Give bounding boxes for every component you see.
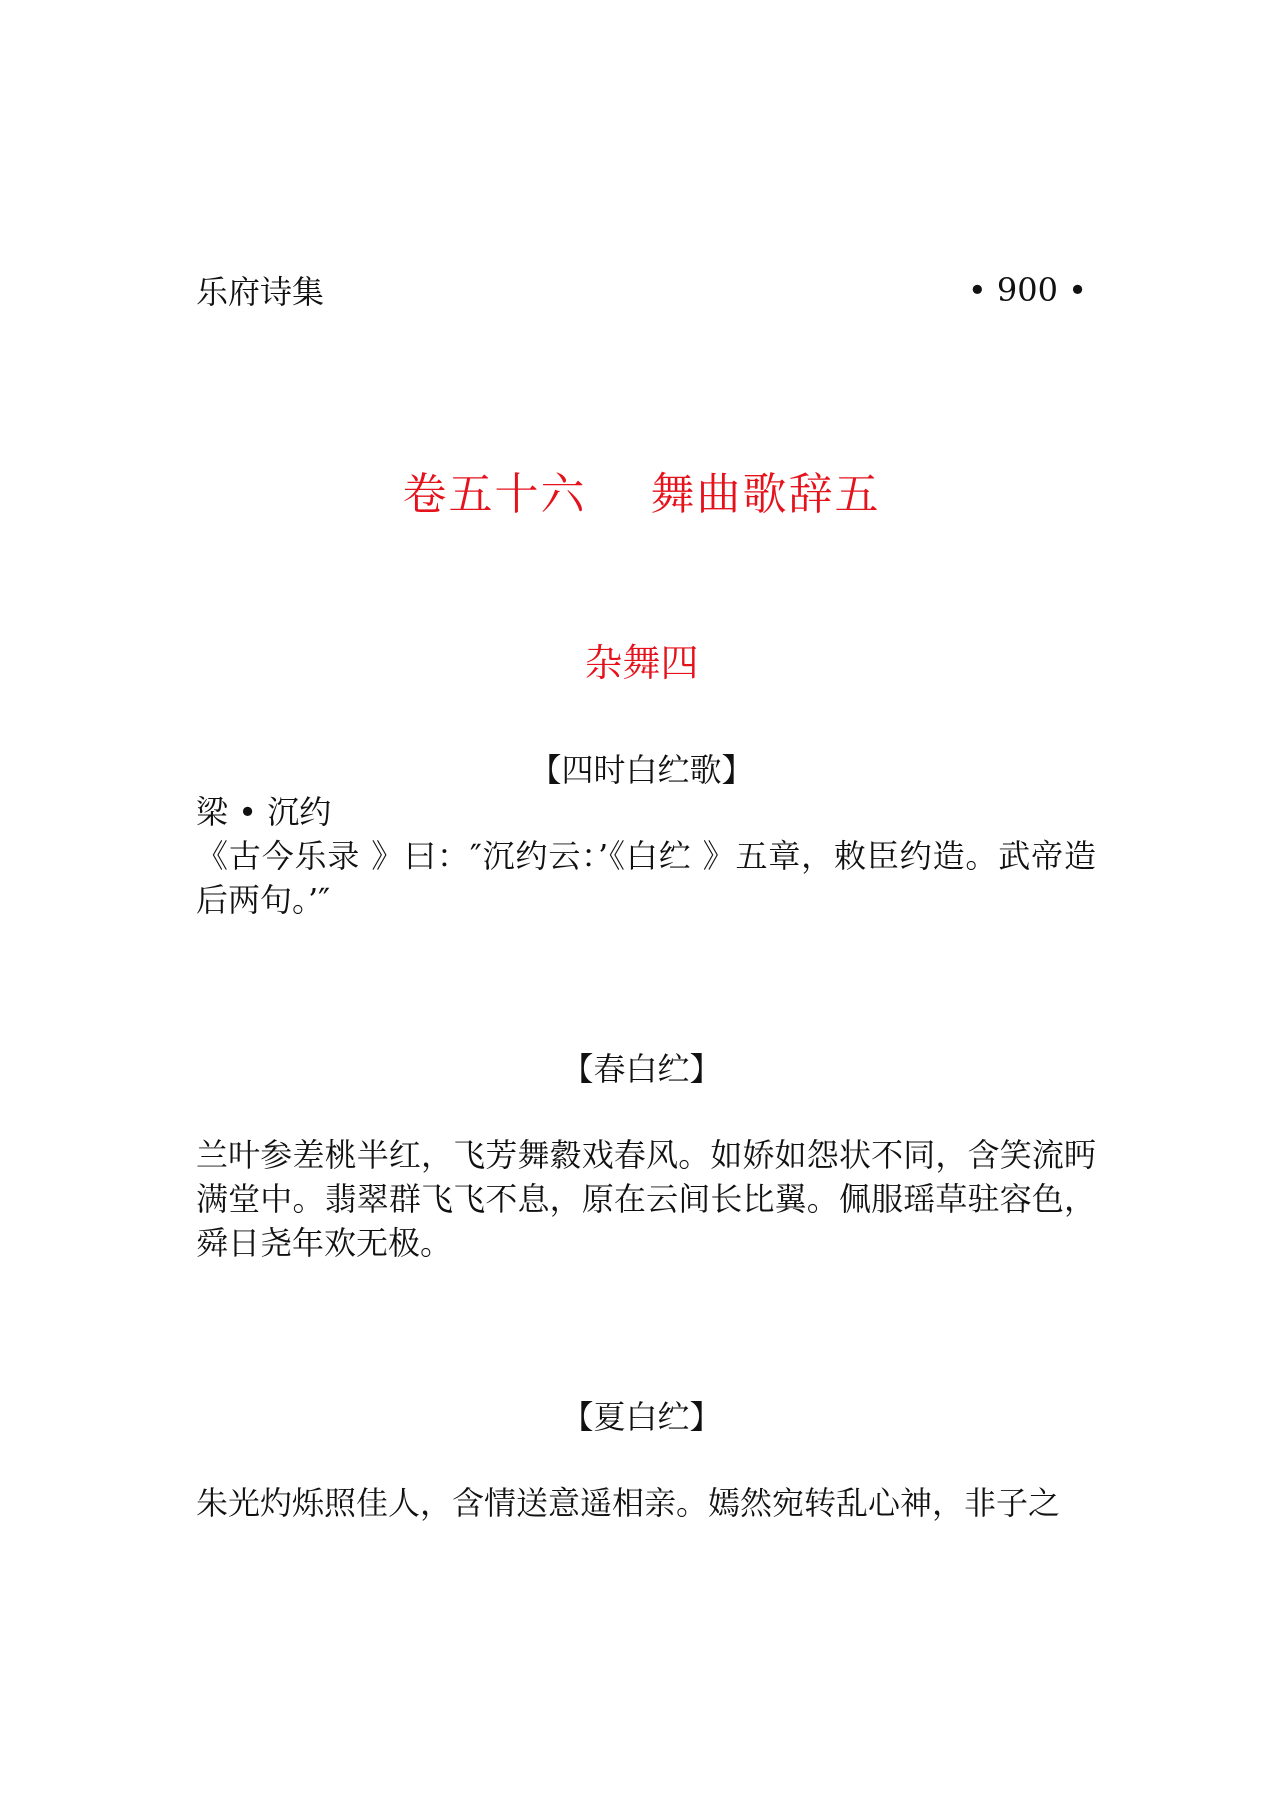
poem-note: 《古今乐录 》曰：″沉约云：’《白纻 》五章，敕臣约造。武帝造后两句。’″ [196,837,1096,919]
poem-title-chun: 【春白纻】 [561,1050,722,1088]
poem-author: 梁 • 沉约 [196,793,332,831]
chapter-title: 卷五十六 舞曲歌辞五 [402,469,881,520]
running-header [196,268,1087,312]
poem-title-xia: 【夏白纻】 [561,1398,722,1436]
poem-title-sishi: 【四时白纻歌】 [529,751,754,789]
section-title: 杂舞四 [584,641,699,685]
page-number: • 900 • [967,271,1087,309]
book-title: 乐府诗集 [196,273,325,311]
poem-text-chun: 兰叶参差桃半红，飞芳舞縠戏春风。如娇如怨状不同，含笑流眄满堂中。翡翠群飞飞不息，原在云间长比翼。佩服瑶草驻容色，舜日尧年欢无极。 [196,1136,1096,1262]
poem-text-xia: 朱光灼烁照佳人，含情送意遥相亲。嫣然宛转乱心神，非子之 [196,1484,1061,1522]
